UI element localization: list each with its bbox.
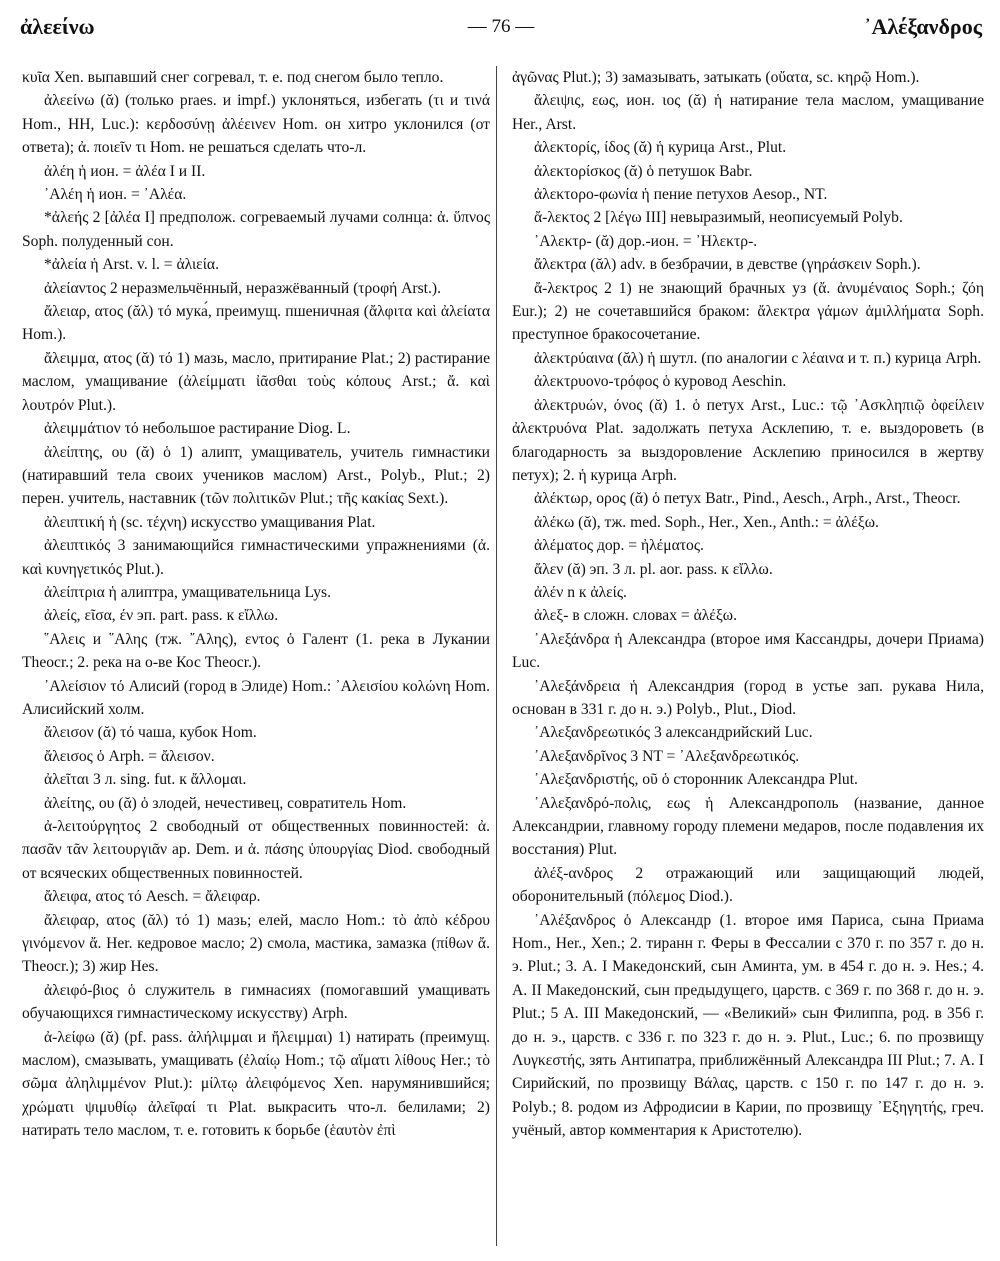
dictionary-entry: ᾿Αλεξάνδρεια ἡ Александрия (город в устье зап. рукава Нила, основан в 331 г. до н. э.) Polyb., Plut., Diod. xyxy=(512,677,984,718)
dictionary-entry: ἀλείαντος 2 неразмельчённый, неразжёванный (τροφή Arst.). xyxy=(44,279,442,297)
dictionary-entry: ἄλεισον (ᾰ) τό чаша, кубок Hom. xyxy=(44,724,257,742)
dictionary-entry: ῞Αλεις и ῞Αλης (тж. ῎Αλης), εντος ὁ Галент (1. река в Лукании Theocr.; 2. река на о-ве Кос Theocr.). xyxy=(22,630,490,672)
dictionary-entry: ᾿Αλέξανδρος ὁ Александр (1. второе имя Париса, сына Приама Hom., Her., Xen.; 2. тиранн г. Феры в Фессалии с 370 г. по 357 г. до н. э. Plut.; 3. А. I Македонский, сын Аминта, ум. в 454 г. до н. э. Hes.; 4. А. II Македонский, сын предыдущего, царств. с 369 г. по 368 г. до н. э. Plut.; 5 А. III Македонский, — «Великий» сын Филиппа, род. в 356 г. до н. э., царств. с 336 г. по 323 г. до н. э. Plut., Luc.; 6. по прозвищу Λυγκεστής, зять Антипатра, приближённый Александра III Plut.; 7. А. I Сирийский, по прозвищу Βάλας, царств. с 150 г. по 147 г. до н. э. Polyb.; 8. родом из Афродисии в Карии, по прозвищу ᾿Εξηγητής, греч. учёный, автор комментария к Аристотелю). xyxy=(512,911,984,1140)
page-header xyxy=(20,14,982,50)
dictionary-entry: ἀλέκω (ᾰ), тж. med. Soph., Her., Xen., Anth.: = ἀλέξω. xyxy=(534,513,879,531)
left-column xyxy=(22,66,490,1143)
dictionary-entry: ἄλειψις, εως, ион. ιος (ᾰ) ἡ натирание тела маслом, умащивание Her., Arst. xyxy=(512,92,984,133)
dictionary-entry: ἄλειφαρ, ατος (ᾰλ) τό 1) мазь; елей, масло Hom.: τὸ ἀπὸ κέδρου γινόμενον ἄ. Her. кедровое масло; 2) смола, мастика, замазка (πίθων ἄ. Theocr.); 3) жир Hes. xyxy=(22,911,490,976)
dictionary-entry: ἀλεείνω (ᾰ) (только praes. и impf.) уклоняться, избегать (τι и τινά Hom., HH, Luc.): κερδοσύνῃ ἀλέεινεν Hom. он хитро уклонился (от ответа); ἀ. ποιεῖν τι Hom. не решаться сделать что-л. xyxy=(22,92,490,157)
dictionary-entry: ἀλείπτης, ου (ᾰ) ὁ 1) алипт, умащиватель, учитель гимнастики (натиравший тела своих учеников маслом) Arst., Polyb., Plut.; 2) перен. учитель, наставник (τῶν πολιτικῶν Plut.; τῆς κακίας Sext.). xyxy=(22,443,490,508)
dictionary-entry: ᾿Αλεξανδρῖνος 3 NT = ᾿Αλεξανδρεωτικός. xyxy=(534,747,800,765)
dictionary-entry: ἀλεκτρυονο-τρόφος ὁ куровод Aeschin. xyxy=(534,373,787,391)
right-column xyxy=(512,66,984,1143)
dictionary-entry: ᾿Αλεκτρ- (ᾰ) дор.-ион. = ᾿Ηλεκτρ-. xyxy=(534,232,758,250)
dictionary-entry: ἄλειφα, ατος τό Aesch. = ἄλειφαρ. xyxy=(44,888,261,906)
dictionary-entry: ἀλεκτορίς, ίδος (ᾰ) ἡ курица Arst., Plut. xyxy=(534,139,787,157)
header-left-headword: ἀλεείνω xyxy=(20,14,95,39)
dictionary-entry: ἀ-λειτούργητος 2 свободный от общественных повинностей: ἀ. πασᾶν τᾶν λειτουργιᾶν ap. Dem. и ἀ. πάσης ὑπουργίας Diod. свободный от всяческих общественных повинностей. xyxy=(22,818,490,882)
dictionary-entry: ἀλεξ- в сложн. словах = ἀλέξω. xyxy=(534,607,737,625)
header-right-headword: ᾿Αλέξανδρος xyxy=(864,14,982,39)
dictionary-entry: ἀ-λείφω (ᾰ) (pf. pass. ἀλήλιμμαι и ἤλειμμαι) 1) натирать (преимущ. маслом), смазывать, умащивать (ἐλαίῳ Hom.; τῷ αἵματι λίθους Her.; τὸ σῶμα ἀληλιμμένον Plut.): μίλτῳ ἀλειφόμενος Xen. нарумянившийся; χρώματι ψιμυθίῳ ἀλεῖφαί τι Plat. выкрасить что-л. белилами; 2) натирать тело маслом, т. е. готовить к борьбе (ἑαυτὸν ἐπὶ xyxy=(22,1028,490,1140)
dictionary-entry: ἀλεκτορίσκος (ᾰ) ὁ петушок Babr. xyxy=(534,162,753,180)
dictionary-entry: ᾿Αλεξάνδρα ἡ Александра (второе имя Кассандры, дочери Приама) Luc. xyxy=(512,630,984,672)
dictionary-entry: ἄ-λεκτρος 2 1) не знающий брачных уз (ἄ. ἀνυμέναιος Soph.; ζόη Eur.); 2) не сочетавшийся браком: ἄλεκτρα γάμων ἁμιλλήματα Soph. преступное бракосочетание. xyxy=(512,279,984,344)
dictionary-entry: ἄλεισος ὁ Arph. = ἄλεισον. xyxy=(44,747,215,765)
dictionary-entry: ἀλεῖται 3 л. sing. fut. к ἄλλομαι. xyxy=(44,771,247,789)
dictionary-entry: ἀλεκτρυών, όνος (ᾰ) 1. ὁ петух Arst., Luc.: τῷ ᾿Ασκληπιῷ ὀφείλειν ἀλεκτρυόνα Plat. задолжать петуха Асклепию, т. е. выздороветь (в благодарность за выздоровление Асклепию приносился в жертву петух); 2. ἡ курица Arph. xyxy=(512,396,984,484)
dictionary-entry: ἀλέματος дор. = ἠλέματος. xyxy=(534,537,704,555)
dictionary-entry: ἀλέη ἡ ион. = ἀλέα I и II. xyxy=(44,162,206,180)
dictionary-entry: ἀλειπτική ἡ (sc. τέχνη) искусство умащивания Plat. xyxy=(44,513,376,531)
dictionary-entry: ἀλεκτρύαινα (ᾰλ) ἡ шутл. (по аналогии с λέαινα и т. п.) курица Arph. xyxy=(534,349,982,367)
column-divider xyxy=(496,66,497,1246)
dictionary-entry: ἀλείς, εῖσα, έν эп. part. pass. к εἴλλω. xyxy=(44,607,279,625)
dictionary-entry: ἀλειφό-βιος ὁ служитель в гимнасиях (помогавший умащивать обучающихся гимнастическому искусству) Arph. xyxy=(22,981,490,1023)
entry-continuation: κυῖα Xen. выпавший снег согревал, т. е. под снегом было тепло. xyxy=(22,69,444,86)
dictionary-entry: ἀλείπτρια ἡ алиптра, умащивательница Lys. xyxy=(44,583,331,601)
dictionary-entry: ἀλειπτικός 3 занимающийся гимнастическими упражнениями (ἀ. καὶ κυνηγετικός Plut.). xyxy=(22,537,490,578)
dictionary-entry: ἀλέξ-ανδρος 2 отражающий или защищающий людей, оборонительный (πόλεμος Diod.). xyxy=(512,864,984,906)
dictionary-entry: ᾿Αλείσιον τό Алисий (город в Элиде) Hom.: ᾿Αλεισίου κολώνη Hom. Алисийский холм. xyxy=(22,677,490,718)
dictionary-entry: *ἀλεής 2 [ἀλέα I] предполож. согреваемый лучами солнца: ἀ. ὕπνος Soph. полуденный сон. xyxy=(22,209,490,250)
dictionary-entry: ἄλειμμα, ατος (ᾰ) τό 1) мазь, масло, притирание Plat.; 2) растирание маслом, умащивание (ἀλείμματι ἰᾶσθαι τοὺς κόπους Arst.; ἄ. καὶ λουτρόν Plut.). xyxy=(22,349,490,414)
dictionary-entry: ἄ-λεκτος 2 [λέγω III] невыразимый, неописуемый Polyb. xyxy=(534,209,903,227)
dictionary-entry: ἀλειμμάτιον τό небольшое растирание Diog. L. xyxy=(44,420,351,438)
dictionary-entry: *ἀλεία ἡ Arst. v. l. = ἀλιεία. xyxy=(44,256,219,274)
dictionary-entry: ἄλειαρ, ατος (ᾰλ) τό мука́, преимущ. пшеничная (ἄλφιτα καὶ ἀλείατα Hom.). xyxy=(22,303,490,344)
dictionary-entry: ᾿Αλεξανδρό-πολις, εως ἡ Александрополь (название, данное Александрии, главному городу племени медаров, после подавления их восстания) Plut. xyxy=(512,794,984,859)
dictionary-entry: ἄλεκτρα (ᾰλ) adv. в безбрачии, в девстве (γηράσκειν Soph.). xyxy=(534,256,921,274)
page-number: — 76 — xyxy=(467,16,535,37)
dictionary-entry: ἀλέκτωρ, ορος (ᾰ) ὁ петух Batr., Pind., Aesch., Arph., Arst., Theocr. xyxy=(534,490,961,508)
dictionary-entry: ᾿Αλεξανδριστής, οῦ ὁ сторонник Александра Plut. xyxy=(534,771,858,789)
entry-continuation: ἀγῶνας Plut.); 3) замазывать, затыкать (οὔατα, sc. κηρῷ Hom.). xyxy=(512,69,920,86)
dictionary-entry: ᾿Αλεξανδρεωτικός 3 александрийский Luc. xyxy=(534,724,813,742)
dictionary-entry: ἀλέν n к ἀλείς. xyxy=(534,583,627,601)
dictionary-entry: ἄλεν (ᾰ) эп. 3 л. pl. aor. pass. к εἴλλω. xyxy=(534,560,773,578)
dictionary-entry: ἀλεκτορο-φωνία ἡ пение петухов Aesop., NT. xyxy=(534,186,828,204)
dictionary-entry: ἀλείτης, ου (ᾰ) ὁ злодей, нечестивец, совратитель Hom. xyxy=(44,794,407,812)
dictionary-entry: ᾿Αλέη ἡ ион. = ᾿Αλέα. xyxy=(44,186,187,204)
